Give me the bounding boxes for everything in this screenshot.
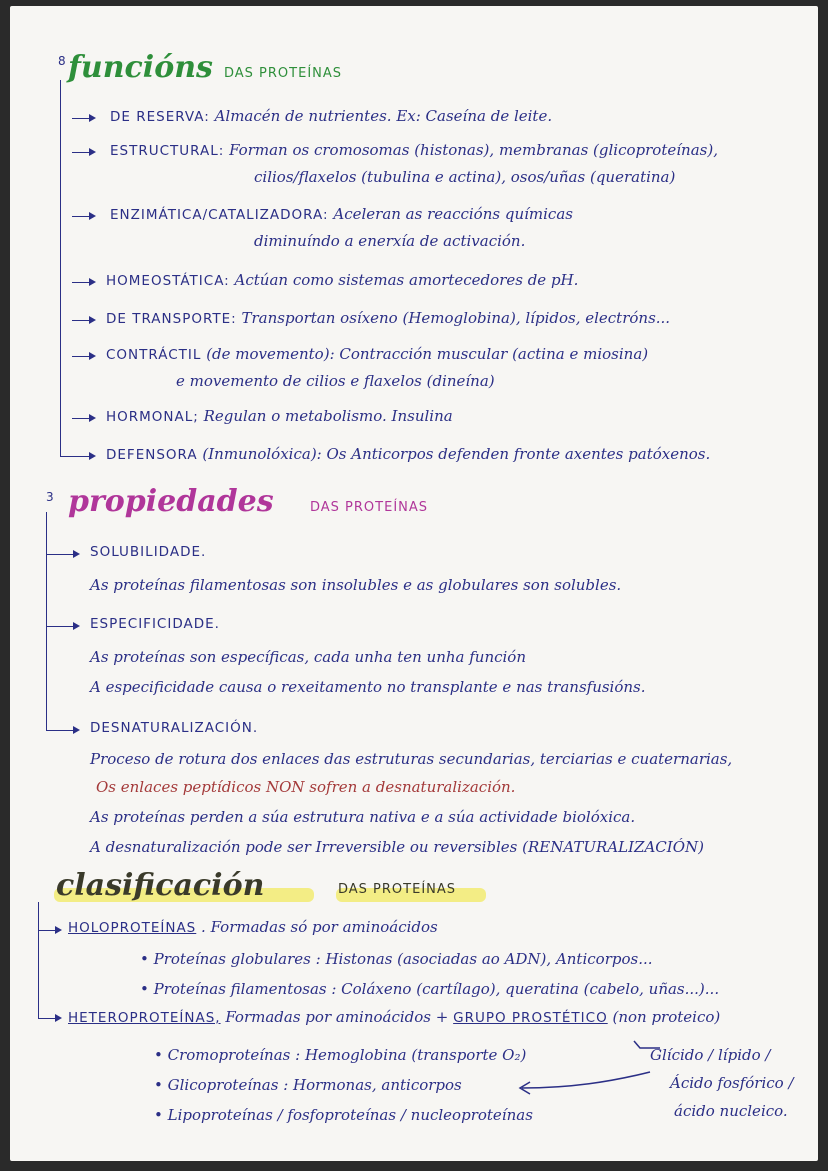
class-example: • Proteínas globulares : Histonas (asociadas ao ADN), Anticorpos... <box>140 950 653 968</box>
class-example: • Cromoproteínas : Hemoglobina (transporte O₂) <box>154 1046 527 1064</box>
list-item: DEFENSORA (Inmunolóxica): Os Anticorpos defenden fronte axentes patóxenos. <box>106 445 711 463</box>
section-title: propiedades <box>68 484 274 519</box>
class-example: • Glicoproteínas : Hormonas, anticorpos <box>154 1076 462 1094</box>
property-heading: ESPECIFICIDADE. <box>90 616 220 632</box>
list-item: HOMEOSTÁTICA: Actúan como sistemas amortecedores de pH. <box>106 271 579 289</box>
annotation-arrows <box>10 6 818 1161</box>
property-text-red: Os enlaces peptídicos NON sofren a desnaturalización. <box>96 778 516 796</box>
list-item: ENZIMÁTICA/CATALIZADORA: Aceleran as reaccións químicas <box>110 205 573 223</box>
list-item-continued: e movemento de cilios e flaxelos (dineína) <box>176 372 495 390</box>
class-heading: HETEROPROTEÍNAS, Formadas por aminoácidos + GRUPO PROSTÉTICO (non proteico) <box>68 1008 721 1026</box>
property-text: As proteínas perden a súa estrutura nativa e a súa actividade biolóxica. <box>90 808 636 826</box>
side-note: Glícido / lípido / <box>650 1046 771 1064</box>
list-item: ESTRUCTURAL: Forman os cromosomas (histonas), membranas (glicoproteínas), <box>110 141 718 159</box>
list-item: CONTRÁCTIL (de movemento): Contracción muscular (actina e miosina) <box>106 345 649 363</box>
section-number: 8 <box>58 54 66 68</box>
list-item: DE RESERVA: Almacén de nutrientes. Ex: Caseína de leite. <box>110 107 553 125</box>
property-text: A desnaturalización pode ser Irreversible ou reversibles (RENATURALIZACIÓN) <box>90 838 704 856</box>
property-text: Proceso de rotura dos enlaces das estruturas secundarias, terciarias e cuaternarias, <box>90 750 733 768</box>
section-subtitle: DAS PROTEÍNAS <box>310 500 429 515</box>
class-heading: HOLOPROTEÍNAS . Formadas só por aminoácidos <box>68 918 438 936</box>
property-text: As proteínas son específicas, cada unha ten unha función <box>90 648 527 666</box>
class-example: • Lipoproteínas / fosfoproteínas / nucleoproteínas <box>154 1106 533 1124</box>
section-number: 3 <box>46 490 54 504</box>
property-text: A especificidade causa o rexeitamento no transplante e nas transfusións. <box>90 678 646 696</box>
property-heading: SOLUBILIDADE. <box>90 544 207 560</box>
property-text: As proteínas filamentosas son insolubles e as globulares son solubles. <box>90 576 622 594</box>
section-title: clasificación <box>56 868 265 903</box>
property-heading: DESNATURALIZACIÓN. <box>90 720 259 736</box>
notebook-page <box>10 6 818 1161</box>
section-subtitle: DAS PROTEÍNAS <box>224 66 343 81</box>
side-note: ácido nucleico. <box>674 1102 788 1120</box>
class-example: • Proteínas filamentosas : Coláxeno (cartílago), queratina (cabelo, uñas...)... <box>140 980 720 998</box>
list-item-continued: diminuíndo a enerxía de activación. <box>254 232 526 250</box>
list-item: DE TRANSPORTE: Transportan osíxeno (Hemoglobina), lípidos, electróns... <box>106 309 671 327</box>
list-item-continued: cilios/flaxelos (tubulina e actina), osos/uñas (queratina) <box>254 168 676 186</box>
side-note: Ácido fosfórico / <box>670 1074 794 1092</box>
list-item: HORMONAL; Regulan o metabolismo. Insulina <box>106 407 453 425</box>
section-title: funcións <box>68 50 213 85</box>
section-subtitle: DAS PROTEÍNAS <box>338 882 457 897</box>
